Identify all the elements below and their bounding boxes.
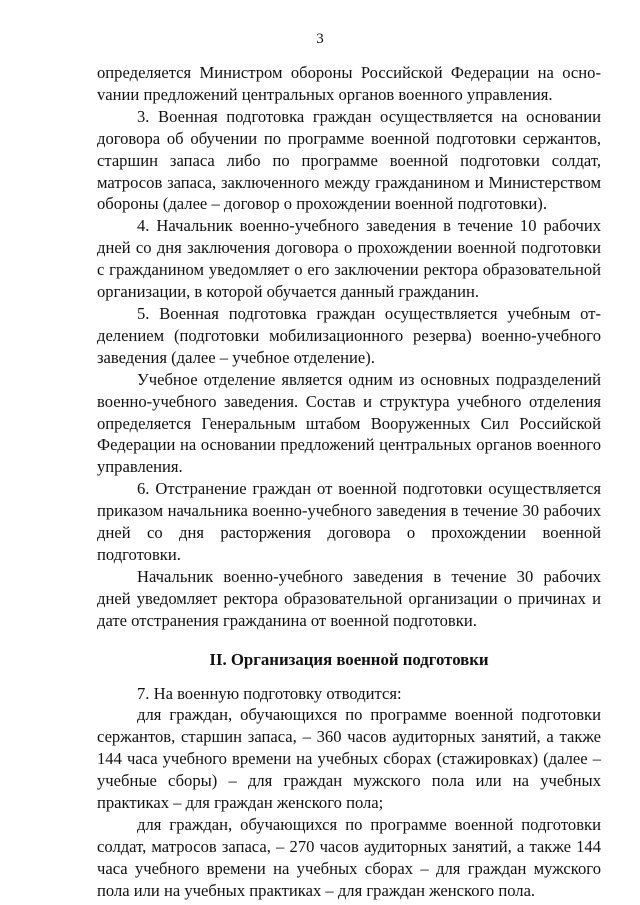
paragraph-item-4: 4. Начальник военно-учебного заведения в течение 10 рабочих дней со дня заключения договора о прохождении военной подготовки с гражданином уведомляет о его заключении ректора образовательной организации, в которой обучается данный гражданин. <box>97 216 601 302</box>
paragraph-item-5: 5. Военная подготовка граждан осуществляется учебным отделением (подготовки мобилизационного резерва) военно-учебного заведения (далее – учебное отделение). <box>97 303 601 367</box>
paragraph-training-unit: Учебное отделение является одним из основных подразделений военно-учебного заведения. Состав и структура учебного отделения определяется Генеральным штабом Вооруженных Сил Российской Федерации на основании предложений центральных органов военного управления. <box>97 369 601 477</box>
paragraph-soldier-program: для граждан, обучающихся по программе военной подготовки солдат, матросов запаса, – 270 часов аудиторных занятий, а также 144 часа учебного времени на учебных сборах – для граждан мужского пола или на учебных практиках – для граждан женского пола. <box>97 815 601 900</box>
paragraph-sergeant-program: для граждан, обучающихся по программе военной подготовки сержантов, старшин запаса, – 360 часов аудиторных занятий, а также 144 часа учебного времени на учебных сборах (стажировках) (далее – учебные сборы) – для граждан мужского пола или на учебных практиках – для граждан женского пола; <box>97 705 601 813</box>
document-body <box>97 62 601 902</box>
page-number: 3 <box>316 31 324 47</box>
paragraph-notification: Начальник военно-учебного заведения в течение 30 рабочих дней уведомляет ректора образовательной организации о причинах и дате отстранения гражданина от военной подготовки. <box>97 566 601 630</box>
section-heading: II. Организация военной подготовки <box>209 649 489 669</box>
paragraph-item-6: 6. Отстранение граждан от военной подготовки осуществляется приказом начальника военно-учебного заведения в течение 30 рабочих дней со дня расторжения договора о прохождении военной подготовки. <box>97 479 601 564</box>
paragraph-item-3: 3. Военная подготовка граждан осуществляется на основании договора об обучении по программе военной подготовки сержантов, старшин запаса либо по программе военной подготовки солдат, матросов запаса, заключенного между гражданином и Министерством обороны (далее – договор о прохождении военной подготовки). <box>97 106 601 214</box>
paragraph-item-7: 7. На военную подготовку отводится: <box>137 683 402 703</box>
paragraph-continuation: определяется Министром обороны Российской Федерации на осноvании предложений центральных органов военного управления. <box>97 63 601 104</box>
